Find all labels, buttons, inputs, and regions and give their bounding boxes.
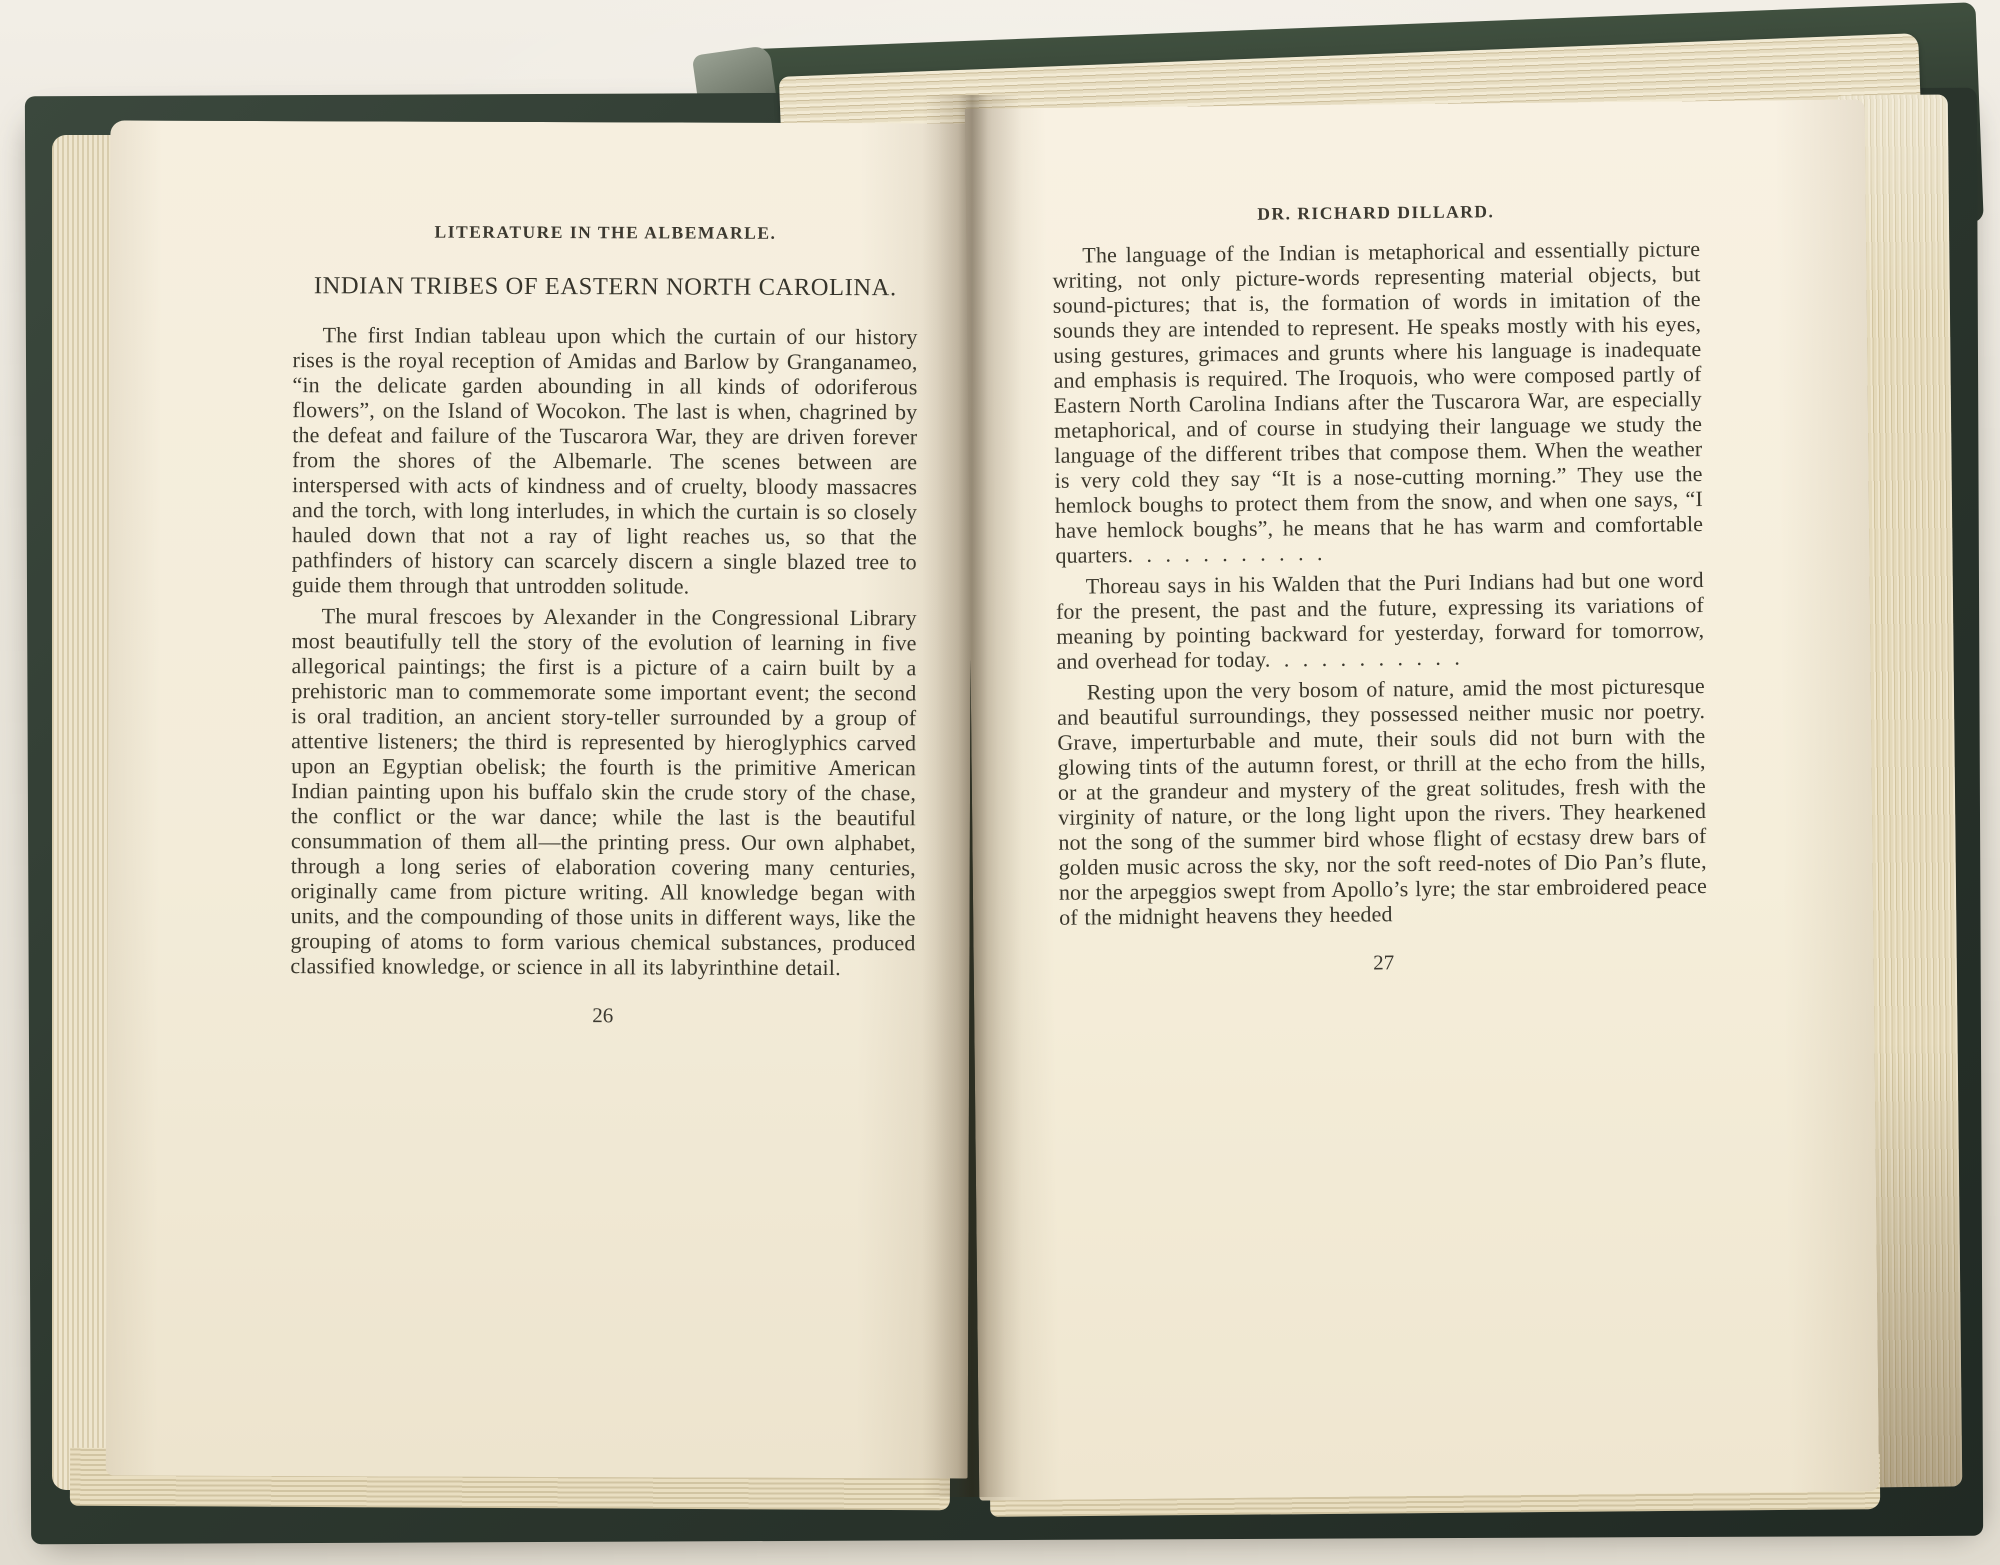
- right-page-body: [1052, 236, 1707, 930]
- body-paragraph: The language of the Indian is metaphorical and essentially picture writing, not only picture-words representing material objects, but sound-pictures; that is, the formation of words in imitation of the sounds they are intended to represent. He speaks mostly with his eyes, using gestures, grimaces and grunts where his language is inadequate and emphasis is required. The Iroquois, who were composed partly of Eastern North Carolina Indians after the Tuscarora War, are especially metaphorical, and of course in studying their language we study the language of the different tribes that compose them. When the weather is very cold they say “It is a nose-cutting morning.” They use the hemlock boughs to protect them from the snow, and when one says, “I have hemlock boughs”, he means that he has warm and comfortable quarters. . . . . . . . . . .: [1052, 236, 1704, 568]
- body-paragraph: The mural frescoes by Alexander in the Congressional Library most beautifully tell the story of the evolution of learning in five allegorical paintings; the first is a picture of a cairn built by a prehistoric man to commemorate some important event; the second is oral tradition, an ancient story-teller surrounded by a group of attentive listeners; the third is represented by hieroglyphics carved upon an Egyptian obelisk; the fourth is the primitive American Indian painting upon his buffalo skin the crude story of the chase, the conflict or the war dance; while the last is the beautiful consummation of them all—the printing press. Our own alphabet, through a long series of elaboration covering many centuries, originally came from picture writing. All knowledge began with units, and the compounding of those units in different ways, like the grouping of atoms to form various chemical substances, produced classified knowledge, or science in all its labyrinthine detail.: [290, 603, 917, 981]
- right-page-text-column: [1052, 199, 1708, 979]
- left-page-body: [290, 322, 917, 980]
- left-page-text-column: [290, 221, 918, 1029]
- page-number-left: 26: [592, 1003, 614, 1028]
- body-paragraph: The first Indian tableau upon which the curtain of our history rises is the royal reception of Amidas and Barlow by Granganameo, “in the delicate garden abounding in all kinds of odoriferous flowers”, on the Island of Wocokon. The last is when, chagrined by the defeat and failure of the Tuscarora War, they are driven forever from the shores of the Albemarle. The scenes between are interspersed with acts of kindness and of cruelty, bloody massacres and the torch, with long interludes, in which the curtain is so closely hauled down that not a ray of light reaches us, so that the pathfinders of history can scarcely discern a single blazed tree to guide them through that untrodden solitude.: [291, 322, 918, 599]
- body-paragraph: Resting upon the very bosom of nature, amid the most picturesque and beautiful surroundings, they possessed neither music nor poetry. Grave, imperturbable and mute, their souls did not burn with the glowing tints of the autumn forest, or thrill at the echo from the hills, or at the grandeur and mystery of the great solitudes, fresh with the virginity of nature, or the long light upon the rivers. They hearkened not the song of the summer bird whose flight of ecstasy drew bars of golden music across the sky, nor the soft reed-notes of Dio Pan’s flute, nor the arpeggios swept from Apollo’s lyre; the star embroidered peace of the midnight heavens they heeded: [1056, 673, 1708, 930]
- body-paragraph: Thoreau says in his Walden that the Puri Indians had but one word for the present, the past and the future, expressing its variations of meaning by pointing backward for yesterday, forward for tomorrow, and overhead for today. . . . . . . . . . .: [1055, 567, 1705, 674]
- left-page: [106, 120, 973, 1478]
- page-number-right: 27: [1373, 950, 1395, 975]
- running-header-right: DR. RICHARD DILLARD.: [1257, 201, 1495, 224]
- running-header-left: LITERATURE IN THE ALBEMARLE.: [434, 221, 777, 243]
- chapter-title: INDIAN TRIBES OF EASTERN NORTH CAROLINA.: [313, 272, 897, 302]
- right-page: [965, 99, 1880, 1500]
- book-gutter-shadow: [922, 95, 1022, 1497]
